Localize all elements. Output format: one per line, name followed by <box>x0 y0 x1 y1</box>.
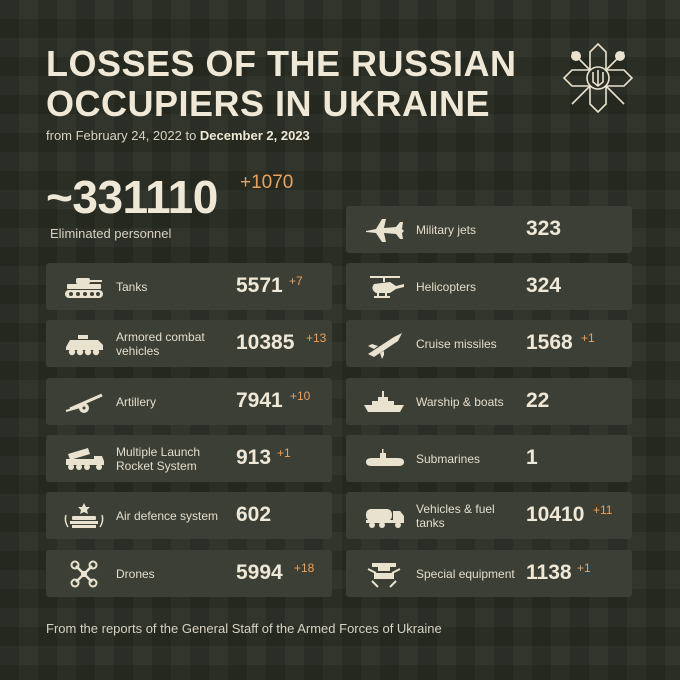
warship-icon <box>362 387 406 417</box>
personnel-label: Eliminated personnel <box>50 226 172 241</box>
armed-forces-emblem-icon <box>560 40 636 116</box>
card-submarines <box>346 435 632 482</box>
personnel-delta: +1070 <box>240 172 294 193</box>
card-label: Multiple Launch Rocket System <box>116 444 201 473</box>
card-label: Air defence system <box>116 508 219 523</box>
date-range-end: December 2, 2023 <box>199 128 310 143</box>
card-tanks <box>46 263 332 310</box>
armored-vehicle-icon <box>62 329 106 359</box>
artillery-icon <box>62 387 106 417</box>
card-vehicles-fuel-tanks <box>346 492 632 539</box>
date-range <box>46 128 310 143</box>
card-delta: +13 <box>306 331 327 345</box>
card-label: Vehicles & fuel tanks <box>416 501 495 530</box>
special-equipment-icon <box>362 559 406 589</box>
card-warships <box>346 378 632 425</box>
card-value: 913 <box>236 446 272 469</box>
card-military-jets <box>346 206 632 253</box>
card-delta: +11 <box>593 503 613 517</box>
card-value: 10410 <box>526 503 585 526</box>
tank-icon <box>62 272 106 302</box>
card-label: Armored combat vehicles <box>116 329 205 358</box>
card-delta: +1 <box>581 331 595 345</box>
fuel-truck-icon <box>362 501 406 531</box>
card-value: 5571 <box>236 274 283 297</box>
card-delta: +1 <box>577 561 591 575</box>
missile-icon <box>362 329 406 359</box>
mlrs-icon <box>62 444 106 474</box>
card-label: Tanks <box>116 279 148 294</box>
source-note: From the reports of the General Staff of the Armed Forces of Ukraine <box>46 621 442 636</box>
personnel-total: ~331110 <box>46 171 218 223</box>
date-range-prefix: from February 24, 2022 to <box>46 128 200 143</box>
card-air-defence <box>46 492 332 539</box>
card-value: 1138 <box>526 561 572 584</box>
card-delta: +10 <box>290 389 311 403</box>
card-label: Military jets <box>416 222 477 237</box>
card-armored-vehicles <box>46 320 332 367</box>
card-delta: +1 <box>277 446 291 460</box>
helicopter-icon <box>362 272 406 302</box>
card-delta: +7 <box>289 274 303 288</box>
card-label: Artillery <box>116 394 157 409</box>
card-label: Warship & boats <box>416 394 504 409</box>
air-defence-icon <box>62 501 106 531</box>
card-drones <box>46 550 332 597</box>
card-mlrs <box>46 435 332 482</box>
card-value: 1568 <box>526 331 573 354</box>
card-value: 7941 <box>236 389 283 412</box>
card-label: Helicopters <box>416 279 477 294</box>
card-special-equipment <box>346 550 632 597</box>
submarine-icon <box>362 444 406 474</box>
card-label: Drones <box>116 566 155 581</box>
card-delta: +18 <box>294 561 315 575</box>
card-value: 1 <box>526 446 538 469</box>
card-value: 10385 <box>236 331 295 354</box>
jet-icon <box>362 215 406 245</box>
card-value: 5994 <box>236 561 283 584</box>
card-artillery <box>46 378 332 425</box>
card-helicopters <box>346 263 632 310</box>
card-label: Submarines <box>416 451 481 466</box>
page-title: LOSSES OF THE RUSSIAN OCCUPIERS IN UKRAINE <box>46 43 517 124</box>
card-value: 22 <box>526 389 550 412</box>
card-label: Cruise missiles <box>416 336 497 351</box>
card-value: 324 <box>526 274 562 297</box>
card-label: Special equipment <box>416 566 515 581</box>
card-value: 602 <box>236 503 272 526</box>
card-value: 323 <box>526 217 562 240</box>
card-cruise-missiles <box>346 320 632 367</box>
drone-icon <box>62 559 106 589</box>
